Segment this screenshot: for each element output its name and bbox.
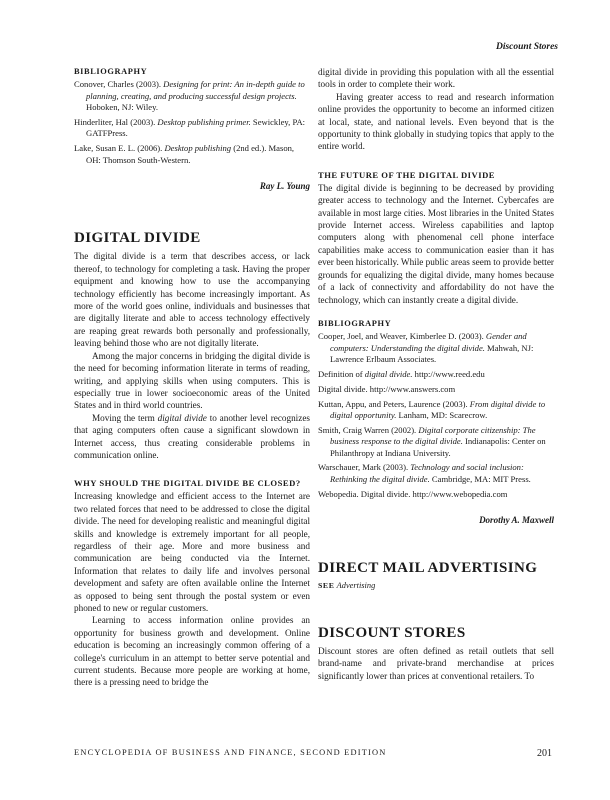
bib-text: Warschauer, Mark (2003). xyxy=(318,462,411,473)
bib-title: Designing for print: An in-depth guide to planning, creating, and producing successful design projects. xyxy=(86,79,305,101)
left-column xyxy=(74,66,310,689)
bib-text: Hoboken, NJ: Wiley. xyxy=(86,102,158,113)
bib-text: Conover, Charles (2003). xyxy=(74,79,164,90)
bibliography-entry xyxy=(318,384,554,395)
bib-title: Technology and social inclusion: Rethinking the digital divide. xyxy=(330,462,524,484)
bibliography-entry xyxy=(318,369,554,380)
paragraph-text: Among the major concerns in bridging the digital divide is the need for becoming information literate in terms of reading, writing, and applying skills when using computers. This is especially true in lower socioeconomic areas of the United States and in third world countries. xyxy=(74,350,310,411)
emphasis: digital divide xyxy=(157,412,207,423)
paragraph-text: Moving the term xyxy=(92,412,158,423)
bib-title: Gender and computers: Understanding the digital divide. xyxy=(330,331,527,353)
entry-title: DIGITAL DIVIDE xyxy=(74,230,201,247)
bib-text: Indianapolis: Center on Philanthropy at Indiana University. xyxy=(330,436,546,458)
bibliography-entry xyxy=(74,79,310,113)
bibliography-heading: BIBLIOGRAPHY xyxy=(318,318,392,328)
paragraph: The digital divide is a term that describes access, or lack thereof, to technology for completing a task. Having the proper equipment and knowing how to use the accompanying technology efficiently has become increasingly important. As more of the world goes online, individuals and businesses that are digitally literate and able to access technology effectively are reaping great rewards both personally and professionally, leaving behind those who are not digitally literate. xyxy=(74,251,310,349)
book-title: ENCYCLOPEDIA OF BUSINESS AND FINANCE, SECOND EDITION xyxy=(74,748,387,757)
paragraph xyxy=(74,350,310,412)
bibliography-entry xyxy=(318,489,554,500)
bib-text: Mahwah, NJ: Lawrence Erlbaum Associates. xyxy=(330,342,534,365)
bibliography-list xyxy=(318,331,554,500)
bibliography-entry xyxy=(74,117,310,140)
paragraph: Increasing knowledge and efficient access to the Internet are two related forces that need to be addressed to close the digital divide. The need for developing realistic and meaningful digital skills and knowledge is extremely important for all people, regardless of their age. More and more business and communication are being conducted via the Internet. Information that relates to daily life and involves personal development and safety are often available online the Internet as opposed to being sent through the postal system or even phoned to new or regular customers. xyxy=(74,491,310,613)
bib-title: Desktop publishing primer. xyxy=(157,117,251,128)
bib-title: Digital corporate citizenship: The business response to the digital divide. xyxy=(330,424,536,447)
author-signature: Ray L. Young xyxy=(259,181,310,192)
bib-text: http://www.reed.edu xyxy=(412,368,485,379)
bib-text: Digital divide. http://www.answers.com xyxy=(318,383,456,394)
section-subheading: THE FUTURE OF THE DIGITAL DIVIDE xyxy=(318,169,496,180)
paragraph: digital divide in providing this population with all the essential tools in order to complete their work. xyxy=(318,67,554,90)
bib-text: Sewickley, PA: GATFPress. xyxy=(86,117,306,139)
bib-text: Lake, Susan E. L. (2006). xyxy=(74,143,165,154)
see-label: SEE xyxy=(318,581,335,591)
page-number: 201 xyxy=(537,748,552,759)
paragraph: The digital divide is beginning to be decreased by providing greater access to technology and the Internet. Cybercafes are available in most large cities. Most libraries in the United States provide Internet access. Wireless capabilities and laptop computers along with phenomenal cell phone interface capabilities make access to communication easier than it has ever been historically. While public areas seem to provide better grounds for equalizing the digital divide, many homes because of a lack of connectivity and affordability do not have the technology, which can instantly create a digital divide. xyxy=(318,182,554,305)
see-reference xyxy=(318,580,554,592)
bib-text: (2nd ed.). Mason, OH: Thomson South-Western. xyxy=(86,143,295,165)
bibliography-entry xyxy=(74,143,310,166)
bibliography-entry xyxy=(318,399,554,422)
bib-title: From digital divide to digital opportunity. xyxy=(330,398,546,420)
paragraph: Having greater access to read and research information online provides the opportunity to become an informed citizen at local, state, and national levels. Even beyond that is the opportunity to think globally in studying topics that apply to the entire world. xyxy=(318,91,554,152)
paragraph: Discount stores are often defined as retail outlets that sell brand-name and private-brand merchandise at prices significantly lower than prices at conventional retailers. To xyxy=(318,645,554,681)
bib-title: Desktop publishing xyxy=(164,143,232,154)
entry-title: DISCOUNT STORES xyxy=(318,624,466,641)
bib-text: Cambridge, MA: MIT Press. xyxy=(429,473,531,484)
bib-text: Smith, Craig Warren (2002). xyxy=(318,424,419,435)
bib-text: Kuttan, Appu, and Peters, Laurence (2003). xyxy=(318,398,470,409)
paragraph-text: to another level recognizes that aging computers often cause a significant slowdown in Internet access, thus creating considerable problems in communication online. xyxy=(74,412,310,460)
bibliography-heading: BIBLIOGRAPHY xyxy=(74,67,148,76)
running-header: Discount Stores xyxy=(495,42,558,52)
bib-text: Lanham, MD: Scarecrow. xyxy=(396,409,488,420)
bibliography-entry xyxy=(318,462,554,485)
bib-text: Hinderliter, Hal (2003). xyxy=(74,117,158,128)
see-target: Advertising xyxy=(336,581,376,591)
bibliography-entry xyxy=(318,425,554,459)
bib-title: digital divide. xyxy=(364,368,413,379)
section-subheading: WHY SHOULD THE DIGITAL DIVIDE BE CLOSED? xyxy=(74,478,301,489)
bib-text: Definition of xyxy=(318,368,365,379)
bibliography-entry xyxy=(318,331,554,365)
entry-title: DIRECT MAIL ADVERTISING xyxy=(318,560,538,577)
page-footer xyxy=(74,748,552,757)
right-column xyxy=(318,66,554,682)
bibliography-list xyxy=(74,79,310,166)
bib-text: Cooper, Joel, and Weaver, Kimberlee D. (2003). xyxy=(318,331,486,342)
paragraph xyxy=(74,412,310,462)
author-signature: Dorothy A. Maxwell xyxy=(479,514,554,525)
paragraph: Learning to access information online provides an opportunity for business growth and development. Online education is becoming an increasingly common offering of a college's curriculum in an attempt to better serve potential and current students. Because more people are working at home, there is a pressing need to bridge the xyxy=(74,615,310,688)
bib-text: Webopedia. Digital divide. http://www.webopedia.com xyxy=(318,488,508,499)
